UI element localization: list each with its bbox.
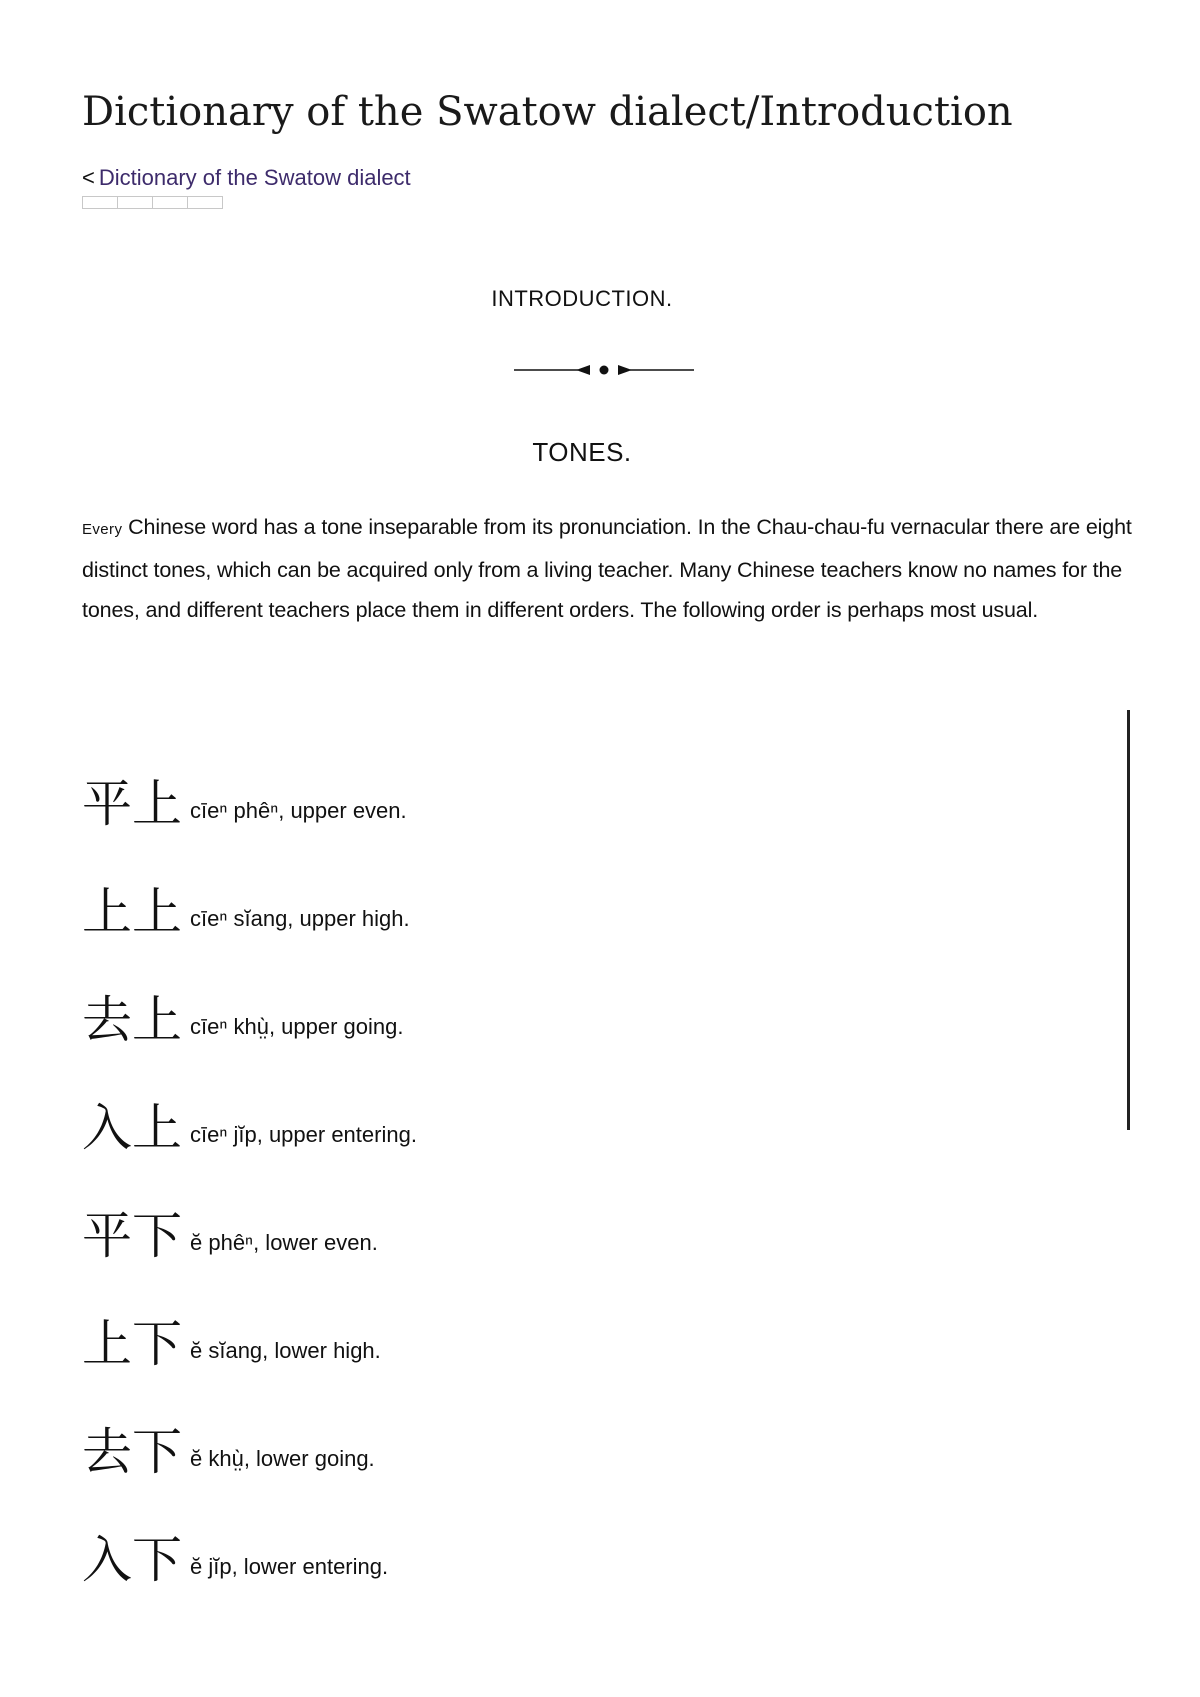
page-title: Dictionary of the Swatow dialect/Introduction [82, 89, 1013, 135]
tone-characters: 上上 [82, 883, 182, 941]
tone-gloss: cīeⁿ khṳ̀, upper going. [190, 1014, 404, 1039]
tone-gloss: ĕ sĭang, lower high. [190, 1338, 381, 1363]
tone-characters: 平下 [82, 1207, 182, 1265]
margin-bar [1127, 710, 1130, 1130]
tone-item [82, 832, 982, 940]
breadcrumb-link-parent[interactable]: Dictionary of the Swatow dialect [98, 165, 411, 190]
tone-gloss: ĕ khṳ̀, lower going. [190, 1446, 375, 1471]
introduction-heading: INTRODUCTION. [491, 286, 673, 311]
placeholder-box [117, 196, 153, 209]
tone-characters: 上下 [82, 1315, 182, 1373]
tone-gloss: ĕ jĭp, lower entering. [190, 1554, 389, 1579]
breadcrumb-arrow: < [82, 165, 95, 190]
paragraph-text: Chinese word has a tone inseparable from its pronunciation. In the Chau-chau-fu vernacular there are eight distinct tones, which can be acquired only from a living teacher. Many Chinese teachers know no names for the tones, and different teachers place them in different orders. The following order is perhaps most usual. [82, 515, 1132, 622]
tone-characters: 入下 [82, 1531, 182, 1589]
tone-gloss: cīeⁿ sĭang, upper high. [190, 906, 410, 931]
placeholder-box [152, 196, 188, 209]
tone-characters: 入上 [82, 1099, 182, 1157]
tones-heading: TONES. [532, 437, 632, 467]
paragraph-lead-smallcaps: Every [82, 521, 123, 538]
ornament-divider [512, 362, 696, 378]
tone-gloss: cīeⁿ jĭp, upper entering. [190, 1122, 417, 1147]
tone-item [82, 1156, 982, 1264]
tone-characters: 去上 [82, 991, 182, 1049]
tone-item [82, 1372, 982, 1480]
document-page [82, 0, 1134, 1697]
tone-item [82, 1048, 982, 1156]
tone-item [82, 724, 982, 832]
breadcrumb [82, 164, 411, 192]
tone-item [82, 1264, 982, 1372]
tones-paragraph [82, 507, 1134, 630]
tone-characters: 平上 [82, 775, 182, 833]
tone-item [82, 1480, 982, 1588]
tone-list [82, 724, 982, 1588]
placeholder-boxes [82, 196, 222, 210]
tone-gloss: cīeⁿ phêⁿ, upper even. [190, 798, 407, 823]
placeholder-box [82, 196, 118, 209]
placeholder-box [187, 196, 223, 209]
tone-gloss: ĕ phêⁿ, lower even. [190, 1230, 378, 1255]
tone-characters: 去下 [82, 1423, 182, 1481]
tone-item [82, 940, 982, 1048]
